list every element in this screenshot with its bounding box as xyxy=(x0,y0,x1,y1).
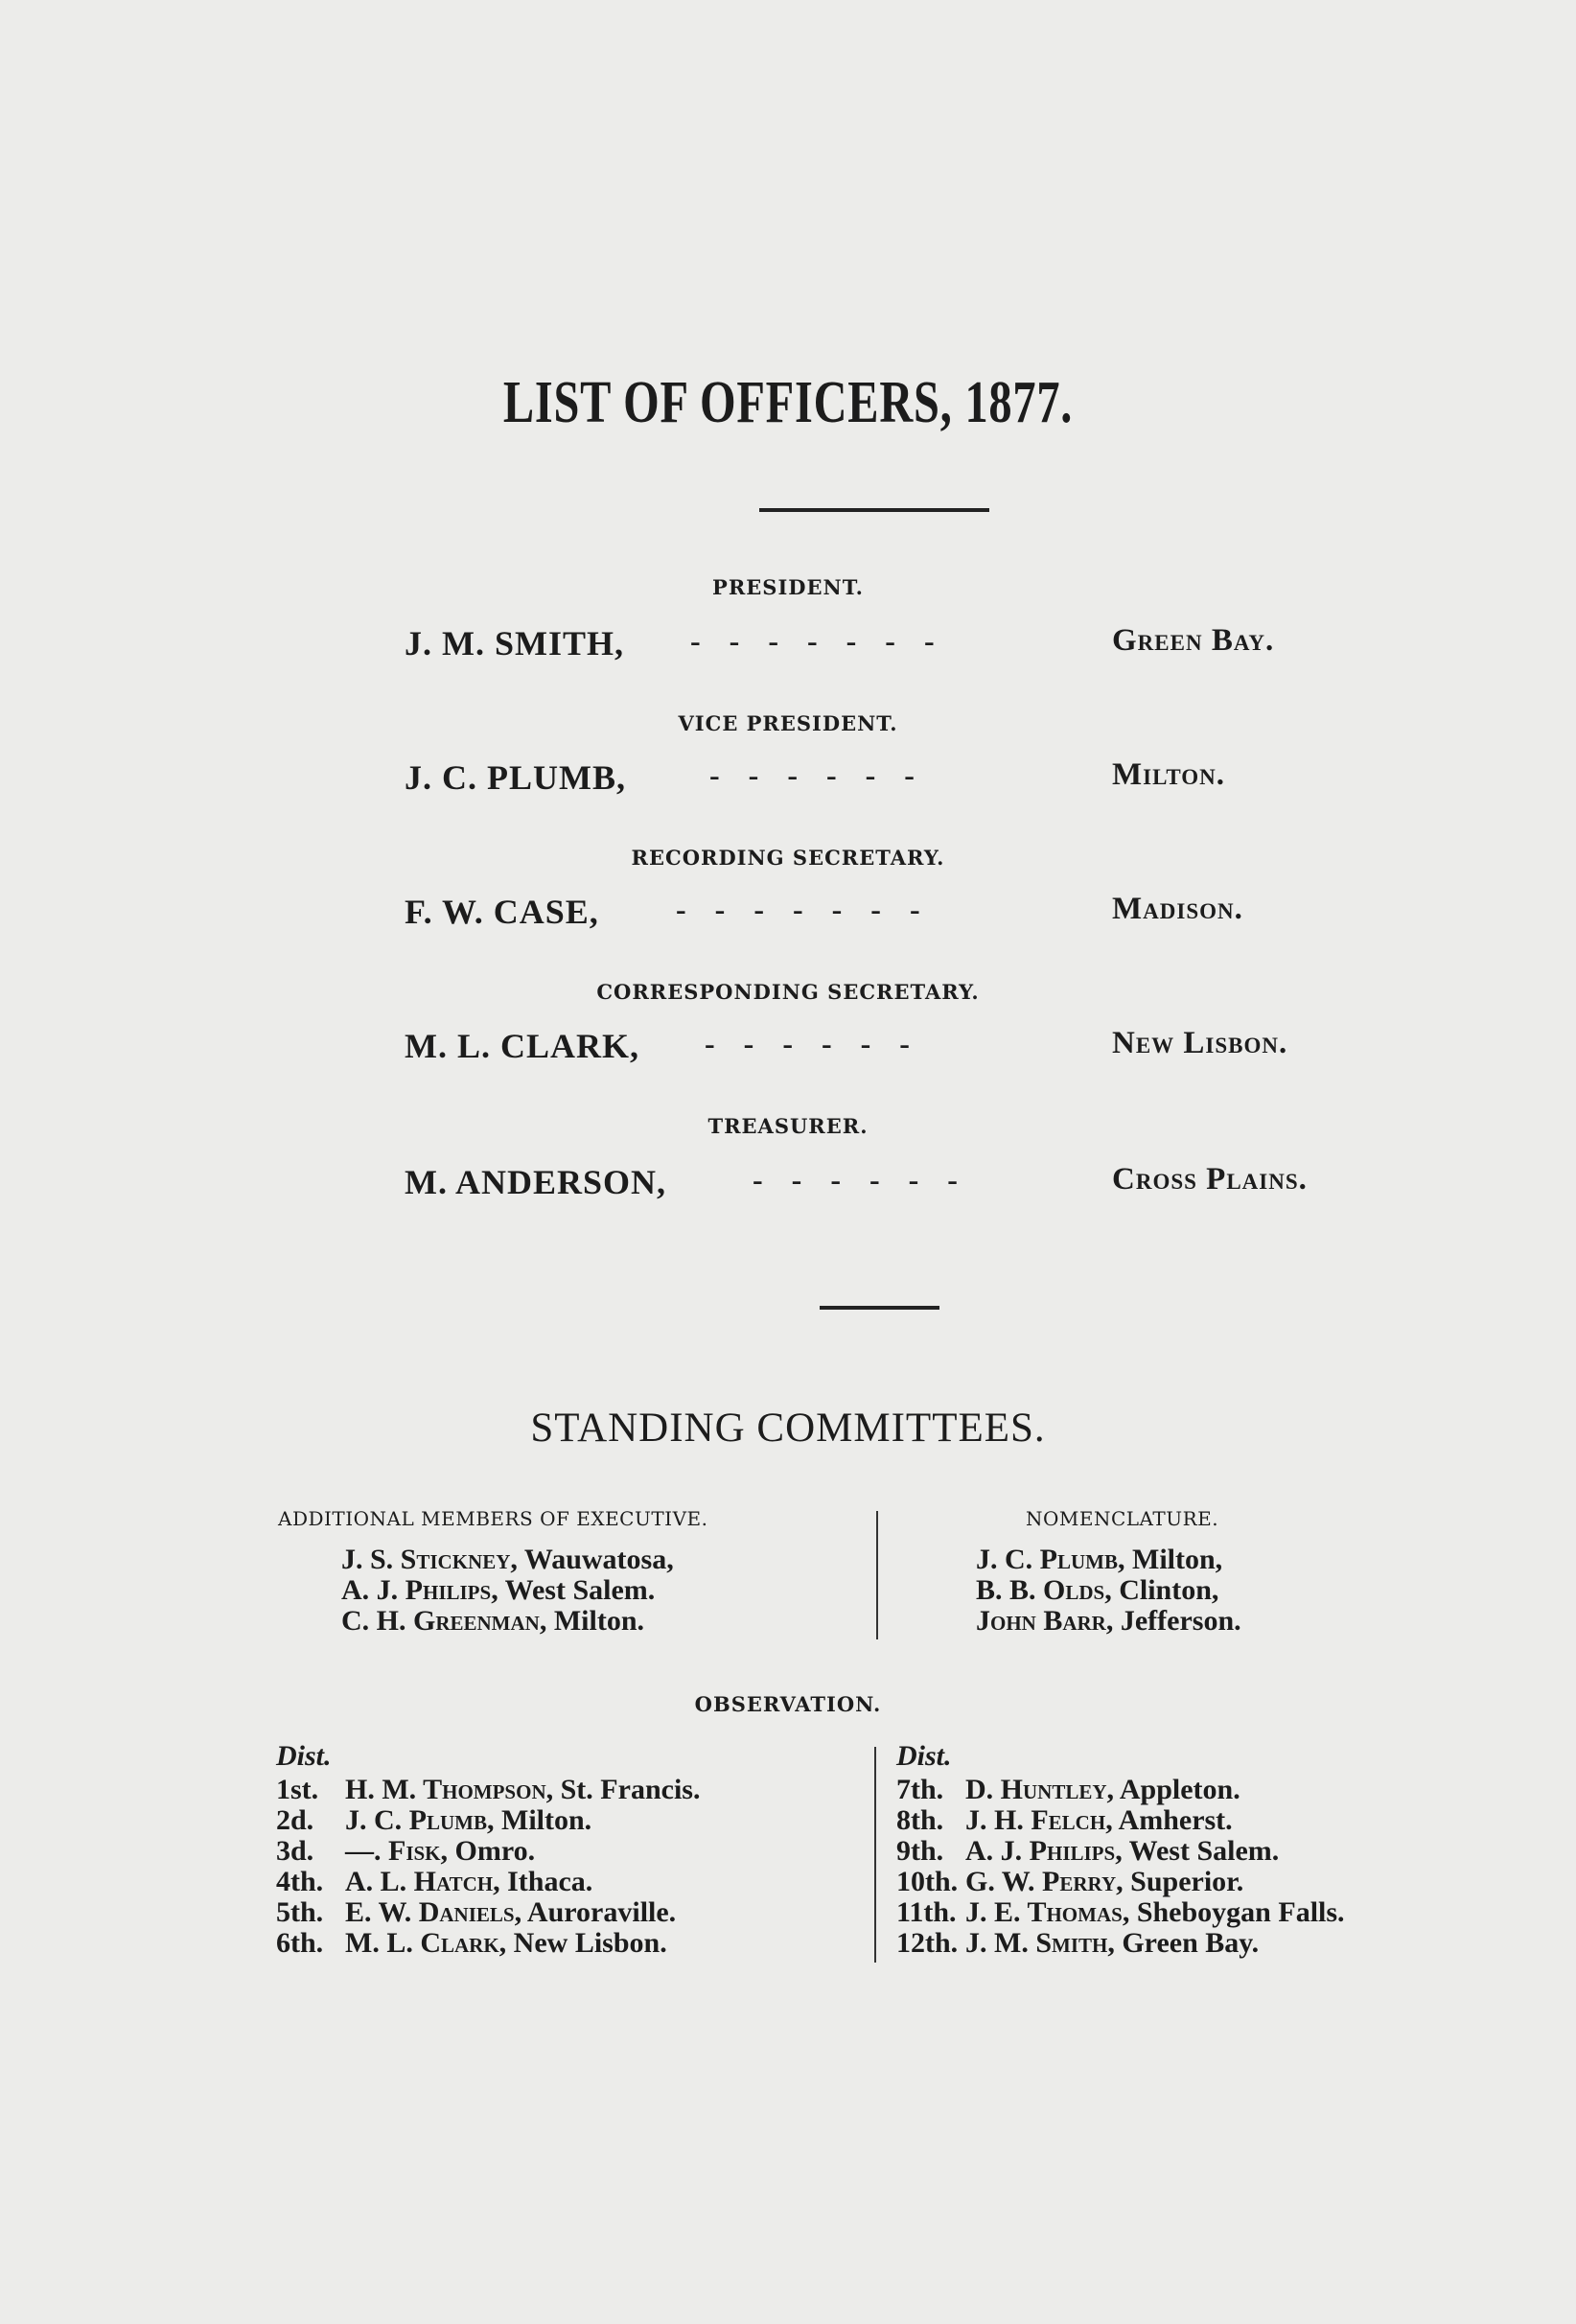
observation-row: 12th. J. M. Smith, Green Bay. xyxy=(896,1927,1260,1959)
officer-row-president xyxy=(0,623,1576,671)
officer-name: F. W. CASE, xyxy=(405,893,599,931)
dist-label-left: Dist. xyxy=(276,1740,332,1772)
column-divider xyxy=(876,1511,878,1639)
nomenclature-member: J. C. Plumb, Milton, xyxy=(976,1544,1223,1575)
officer-place: Madison. xyxy=(1112,892,1243,926)
officer-row-corresponding-secretary xyxy=(0,1026,1576,1074)
title-rule xyxy=(759,508,989,512)
office-heading-treasurer: TREASURER. xyxy=(707,1114,869,1138)
observation-row: 7th. D. Huntley, Appleton. xyxy=(896,1774,1240,1805)
observation-column-divider xyxy=(874,1747,876,1963)
executive-member: C. H. Greenman, Milton. xyxy=(341,1605,645,1637)
observation-row: 10th. G. W. Perry, Superior. xyxy=(896,1866,1244,1897)
nomenclature-member: John Barr, Jefferson. xyxy=(976,1605,1241,1637)
officer-place: New Lisbon. xyxy=(1112,1026,1288,1060)
section-rule xyxy=(820,1306,939,1310)
observation-row: 4th. A. L. Hatch, Ithaca. xyxy=(276,1866,593,1897)
committees-title: STANDING COMMITTEES. xyxy=(530,1406,1046,1451)
leader-dashes: - - - - - - - xyxy=(676,892,920,926)
officer-name: J. M. SMITH, xyxy=(405,624,625,662)
officer-row-recording-secretary xyxy=(0,892,1576,940)
officer-place: Green Bay. xyxy=(1112,623,1275,658)
dist-label-right: Dist. xyxy=(896,1740,952,1772)
office-heading-corresponding-secretary: CORRESPONDING SECRETARY. xyxy=(596,980,980,1004)
officer-name: M. L. CLARK, xyxy=(405,1027,639,1065)
office-heading-recording-secretary: RECORDING SECRETARY. xyxy=(631,846,945,870)
observation-heading: OBSERVATION. xyxy=(694,1692,882,1716)
observation-row: 8th. J. H. Felch, Amherst. xyxy=(896,1804,1233,1836)
office-heading-president: PRESIDENT. xyxy=(712,575,864,599)
leader-dashes: - - - - - - xyxy=(753,1162,958,1197)
executive-heading: ADDITIONAL MEMBERS OF EXECUTIVE. xyxy=(278,1507,708,1530)
officer-name: M. ANDERSON, xyxy=(405,1163,667,1201)
leader-dashes: - - - - - - xyxy=(705,1026,910,1060)
officer-row-treasurer xyxy=(0,1162,1576,1210)
observation-row: 2d. J. C. Plumb, Milton. xyxy=(276,1804,592,1836)
observation-row: 5th. E. W. Daniels, Auroraville. xyxy=(276,1896,677,1928)
observation-row: 6th. M. L. Clark, New Lisbon. xyxy=(276,1927,667,1959)
officer-place: Cross Plains. xyxy=(1112,1162,1308,1197)
officer-place: Milton. xyxy=(1112,757,1226,792)
page-title: LIST OF OFFICERS, 1877. xyxy=(502,370,1074,435)
executive-member: A. J. Philips, West Salem. xyxy=(341,1574,656,1606)
officer-row-vice-president xyxy=(0,757,1576,805)
office-heading-vice-president: VICE PRESIDENT. xyxy=(678,711,898,735)
nomenclature-heading: NOMENCLATURE. xyxy=(1026,1507,1219,1530)
leader-dashes: - - - - - - - xyxy=(690,623,935,658)
observation-row: 11th. J. E. Thomas, Sheboygan Falls. xyxy=(896,1896,1345,1928)
officer-name: J. C. PLUMB, xyxy=(405,758,626,797)
observation-row: 3d. —. Fisk, Omro. xyxy=(276,1835,536,1867)
nomenclature-member: B. B. Olds, Clinton, xyxy=(976,1574,1219,1606)
observation-row: 1st. H. M. Thompson, St. Francis. xyxy=(276,1774,701,1805)
executive-member: J. S. Stickney, Wauwatosa, xyxy=(341,1544,674,1575)
leader-dashes: - - - - - - xyxy=(709,757,915,792)
observation-row: 9th. A. J. Philips, West Salem. xyxy=(896,1835,1280,1867)
